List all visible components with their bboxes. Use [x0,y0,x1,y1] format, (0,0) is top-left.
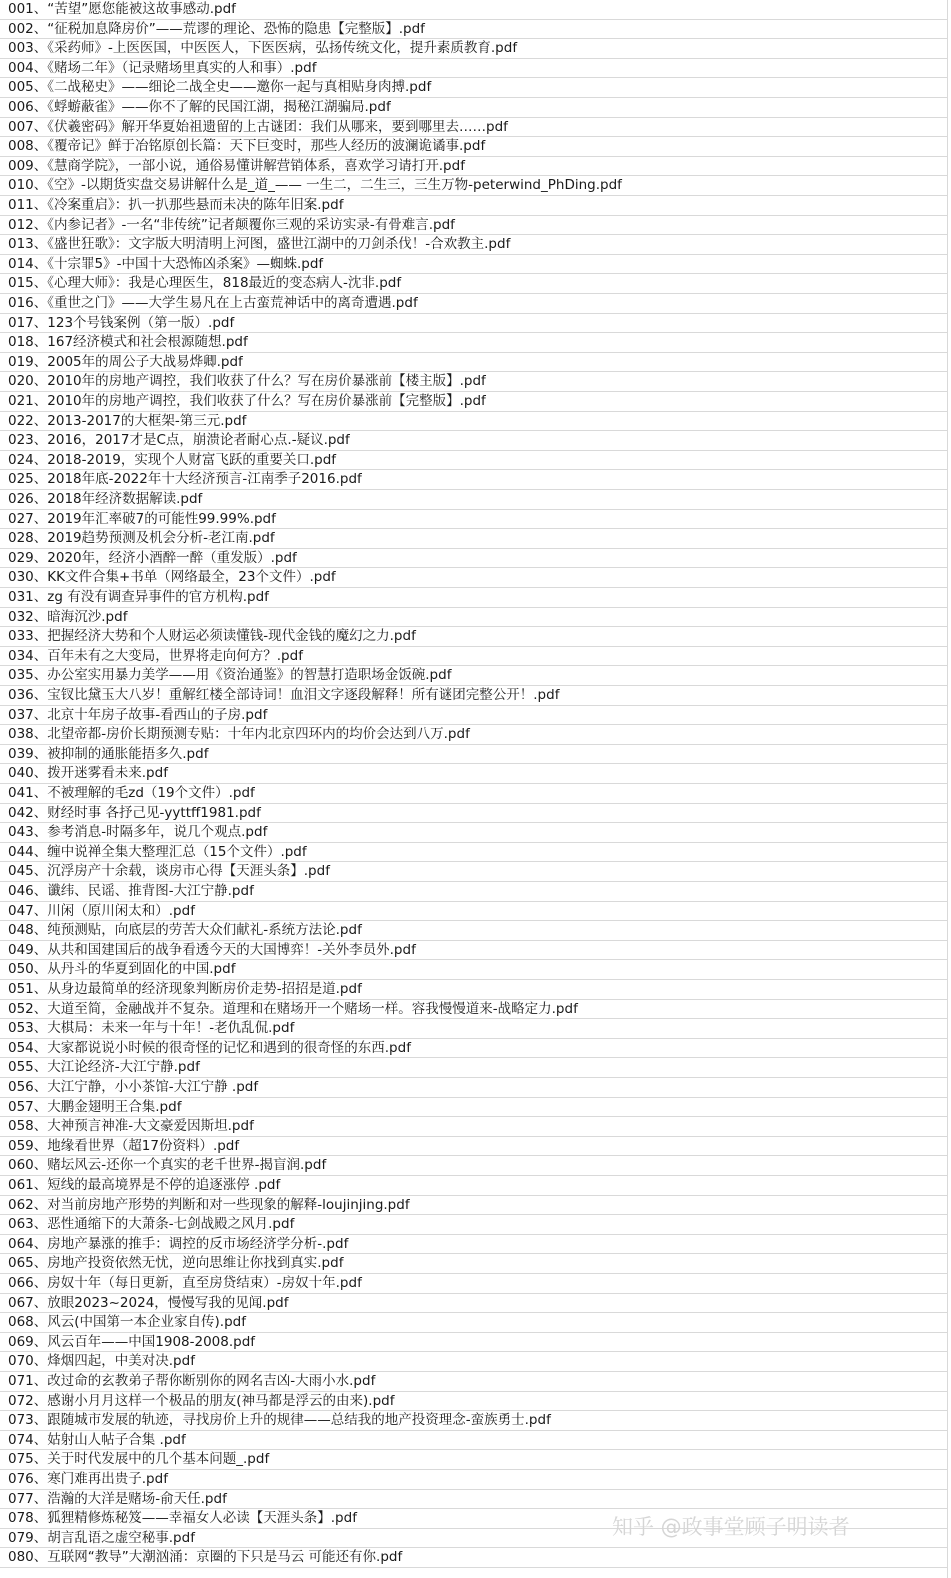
file-name: 021、2010年的房地产调控，我们收获了什么？写在房价暴涨前【完整版】.pdf [8,393,486,409]
file-row [0,1352,948,1372]
file-row [0,431,948,451]
grid-right-border [947,0,948,1578]
file-name: 074、姑射山人帖子合集 .pdf [8,1431,186,1448]
file-row [0,843,948,863]
file-name: 035、办公室实用暴力美学——用《资治通鉴》的智慧打造职场金饭碗.pdf [8,667,452,684]
file-row [0,647,948,667]
file-name: 034、百年未有之大变局，世界将走向何方？.pdf [8,647,303,664]
file-name: 017、123个号钱案例（第一版）.pdf [8,314,235,331]
file-name: 038、北望帝都-房价长期预测专贴：十年内北京四环内的均价会达到八万.pdf [8,726,470,743]
file-name: 056、大江宁静，小小茶馆-大江宁静 .pdf [8,1079,259,1095]
file-name: 007、《伏羲密码》解开华夏始祖遗留的上古谜团：我们从哪来，要到哪里去……pdf [8,118,508,135]
file-name: 070、烽烟四起，中美对决.pdf [8,1353,195,1370]
file-name: 058、大神预言神准-大文豪爱因斯坦.pdf [8,1118,254,1135]
file-name: 006、《蜉蝣蔽雀》——你不了解的民国江湖，揭秘江湖骗局.pdf [8,99,391,115]
file-row [0,980,948,1000]
file-row [0,314,948,334]
file-row [0,1196,948,1216]
file-row [0,118,948,138]
file-name: 023、2016，2017才是C点，崩溃论者耐心点.-疑议.pdf [8,432,350,449]
file-name: 064、房地产暴涨的推手：调控的反市场经济学分析-.pdf [8,1235,349,1252]
file-row [0,1372,948,1392]
file-name: 010、《空》-以期货实盘交易讲解什么是_道_—— 一生二，二生三，三生万物-peterwind_PhDing.pdf [8,177,622,194]
file-name: 014、《十宗罪5》-中国十大恐怖凶杀案》—蜘蛛.pdf [8,255,324,272]
file-name: 061、短线的最高境界是不停的追逐涨停 .pdf [8,1177,281,1193]
file-row [0,510,948,530]
file-name: 054、大家都说说小时候的很奇怪的记忆和遇到的很奇怪的东西.pdf [8,1039,411,1056]
file-row [0,490,948,510]
file-row [0,902,948,922]
file-name: 045、沉浮房产十余载，谈房市心得【天涯头条】.pdf [8,863,330,880]
file-name: 063、恶性通缩下的大萧条-七剑战殿之风月.pdf [8,1216,295,1233]
file-name: 015、《心理大师》：我是心理医生，818最近的变态病人-沈非.pdf [8,275,402,292]
file-name: 050、从丹斗的华夏到固化的中国.pdf [8,961,236,978]
file-row [0,1450,948,1470]
file-name: 002、“征税加息降房价”——荒谬的理论、恐怖的隐患【完整版】.pdf [8,20,425,37]
file-row [0,1039,948,1059]
file-row [0,470,948,490]
file-row [0,157,948,177]
file-row [0,549,948,569]
file-row [0,1490,948,1510]
file-name: 047、川闲（原川闲太和）.pdf [8,902,195,919]
file-row [0,59,948,79]
file-row [0,1254,948,1274]
file-row [0,1117,948,1137]
file-name: 060、赌坛风云-还你一个真实的老千世界-揭盲润.pdf [8,1157,327,1174]
file-name: 055、大江论经济-大江宁静.pdf [8,1059,200,1076]
file-name: 073、跟随城市发展的轨迹，寻找房价上升的规律——总结我的地产投资理念-蛮族勇士.pdf [8,1412,551,1429]
file-name: 031、zg 有没有调查异事件的官方机构.pdf [8,589,269,605]
file-name: 066、房奴十年（每日更新，直至房贷结束）-房奴十年.pdf [8,1275,362,1291]
file-name: 052、大道至简，金融战并不复杂。道理和在赌场开一个赌场一样。容我慢慢道来-战略定力.pdf [8,1000,578,1017]
file-name: 048、纯预测贴，向底层的劳苦大众们献礼-系统方法论.pdf [8,922,362,939]
file-row [0,20,948,40]
file-row [0,823,948,843]
file-name: 018、167经济模式和社会根源随想.pdf [8,334,248,351]
file-name: 046、谶纬、民谣、推背图-大江宁静.pdf [8,883,254,899]
file-row [0,706,948,726]
file-row [0,1313,948,1333]
file-name: 019、2005年的周公子大战易烨卿.pdf [8,353,243,370]
file-name: 069、风云百年——中国1908-2008.pdf [8,1333,256,1350]
file-row [0,1392,948,1412]
file-name: 022、2013-2017的大框架-第三元.pdf [8,412,247,429]
file-row [0,137,948,157]
file-name: 030、KK文件合集+书单（网络最全，23个文件）.pdf [8,569,336,586]
file-row [0,176,948,196]
file-name: 028、2019趋势预测及机会分析-老江南.pdf [8,530,275,547]
file-row [0,921,948,941]
file-row [0,941,948,961]
file-row [0,725,948,745]
file-row [0,1058,948,1078]
file-name: 065、房地产投资依然无忧，逆向思维让你找到真实.pdf [8,1255,344,1272]
file-name: 071、改过命的玄教弟子帮你断别你的网名吉凶-大雨小水.pdf [8,1373,376,1389]
file-row [0,666,948,686]
file-name: 005、《二战秘史》——细论二战全史——邀你一起与真相贴身肉搏.pdf [8,79,432,96]
file-row [0,686,948,706]
file-name: 078、狐狸精修炼秘笈——幸福女人必读【天涯头条】.pdf [8,1510,357,1527]
file-name: 024、2018-2019，实现个人财富飞跃的重要关口.pdf [8,451,337,468]
file-name: 008、《覆帝记》鲜于冶铭原创长篇：天下巨变时，那些人经历的波澜诡谲事.pdf [8,138,486,155]
file-name: 042、财经时事 各抒己见-yyttff1981.pdf [8,804,261,821]
file-name: 057、大鹏金翅明王合集.pdf [8,1098,182,1115]
file-row [0,882,948,902]
file-name: 044、缠中说禅全集大整理汇总（15个文件）.pdf [8,843,307,860]
file-name: 072、感谢小月月这样一个极品的朋友(神马都是浮云的由来).pdf [8,1392,395,1409]
file-name: 041、不被理解的毛zd（19个文件）.pdf [8,785,255,801]
file-name: 079、胡言乱语之虚空秘事.pdf [8,1529,195,1546]
file-row [0,235,948,255]
file-name: 020、2010年的房地产调控，我们收获了什么？写在房价暴涨前【楼主版】.pdf [8,373,486,390]
file-row [0,412,948,432]
file-name: 043、参考消息-时隔多年，说几个观点.pdf [8,824,268,841]
file-row [0,216,948,236]
file-name: 062、对当前房地产形势的判断和对一些现象的解释-loujinjing.pdf [8,1196,410,1213]
file-row [0,0,948,20]
file-row [0,627,948,647]
file-name: 026、2018年经济数据解读.pdf [8,491,203,507]
file-name: 025、2018年底-2022年十大经济预言-江南季子2016.pdf [8,471,362,488]
file-row [0,588,948,608]
file-row [0,1235,948,1255]
file-name: 004、《赌场二年》（记录赌场里真实的人和事）.pdf [8,59,317,76]
file-row [0,1548,948,1568]
file-row [0,960,948,980]
file-name: 076、寒门难再出贵子.pdf [8,1471,168,1487]
file-name: 037、北京十年房子故事-看西山的子房.pdf [8,706,268,723]
file-row [0,1431,948,1451]
file-row [0,529,948,549]
file-name: 049、从共和国建国后的战争看透今天的大国博弈！-关外李员外.pdf [8,941,416,958]
file-row [0,804,948,824]
file-row [0,764,948,784]
file-name: 013、《盛世狂歌》：文字版大明清明上河图，盛世江湖中的刀剑杀伐！-合欢教主.pdf [8,236,511,253]
file-name: 016、《重世之门》——大学生易凡在上古蛮荒神话中的离奇遭遇.pdf [8,295,418,311]
file-name: 040、拨开迷雾看未来.pdf [8,765,168,782]
file-row [0,608,948,628]
file-row [0,1294,948,1314]
file-row [0,1098,948,1118]
file-row [0,1333,948,1353]
file-name: 051、从身边最简单的经济现象判断房价走势-招招是道.pdf [8,981,362,997]
file-name: 009、《慧商学院》，一部小说，通俗易懂讲解营销体系，喜欢学习请打开.pdf [8,157,465,174]
file-row [0,333,948,353]
file-name: 032、暗海沉沙.pdf [8,608,128,625]
file-row [0,294,948,314]
file-row [0,392,948,412]
file-row [0,196,948,216]
file-name: 053、大棋局：未来一年与十年！-老仇乱侃.pdf [8,1020,295,1037]
file-name: 003、《采药师》-上医医国，中医医人，下医医病，弘扬传统文化，提升素质教育.pdf [8,40,518,57]
file-row [0,745,948,765]
file-name: 029、2020年，经济小酒醉一醉（重发版）.pdf [8,549,297,566]
file-row [0,1176,948,1196]
file-row [0,1215,948,1235]
file-row [0,451,948,471]
file-row [0,1470,948,1490]
file-name: 011、《冷案重启》：扒一扒那些悬而未决的陈年旧案.pdf [8,197,344,213]
file-name: 068、风云(中国第一本企业家自传).pdf [8,1314,246,1331]
file-name: 080、互联网“教导”大潮汹涌：京圈的下只是马云 可能还有你.pdf [8,1549,403,1566]
file-name: 077、浩瀚的大洋是赌场-俞天任.pdf [8,1490,227,1507]
file-name: 012、《内参记者》-一名“非传统”记者颠覆你三观的采访实录-有骨难言.pdf [8,216,455,233]
file-row [0,1411,948,1431]
file-row [0,1274,948,1294]
file-row [0,78,948,98]
file-name: 075、关于时代发展中的几个基本问题_.pdf [8,1451,270,1468]
file-row [0,1078,948,1098]
file-row [0,274,948,294]
file-row [0,1019,948,1039]
file-row [0,1000,948,1020]
file-row [0,1156,948,1176]
file-row [0,255,948,275]
file-row [0,862,948,882]
file-name: 039、被抑制的通胀能捂多久.pdf [8,745,209,762]
file-name: 059、地缘看世界（超17份资料）.pdf [8,1137,240,1154]
file-name: 067、放眼2023~2024，慢慢写我的见闻.pdf [8,1294,289,1311]
file-row [0,353,948,373]
file-name: 033、把握经济大势和个人财运必须读懂钱-现代金钱的魔幻之力.pdf [8,628,416,645]
file-row [0,568,948,588]
file-name: 036、宝钗比黛玉大八岁！重解红楼全部诗词！血泪文字逐段解释！所有谜团完整公开！.pdf [8,687,560,703]
file-row [0,98,948,118]
file-row [0,372,948,392]
file-name: 001、“苦望”愿您能被这故事感动.pdf [8,1,236,17]
file-row [0,784,948,804]
zhihu-watermark: 知乎 @政事堂顾子明读者 [612,1515,850,1539]
file-row [0,1137,948,1157]
file-row [0,39,948,59]
file-name: 027、2019年汇率破7的可能性99.99%.pdf [8,510,276,527]
